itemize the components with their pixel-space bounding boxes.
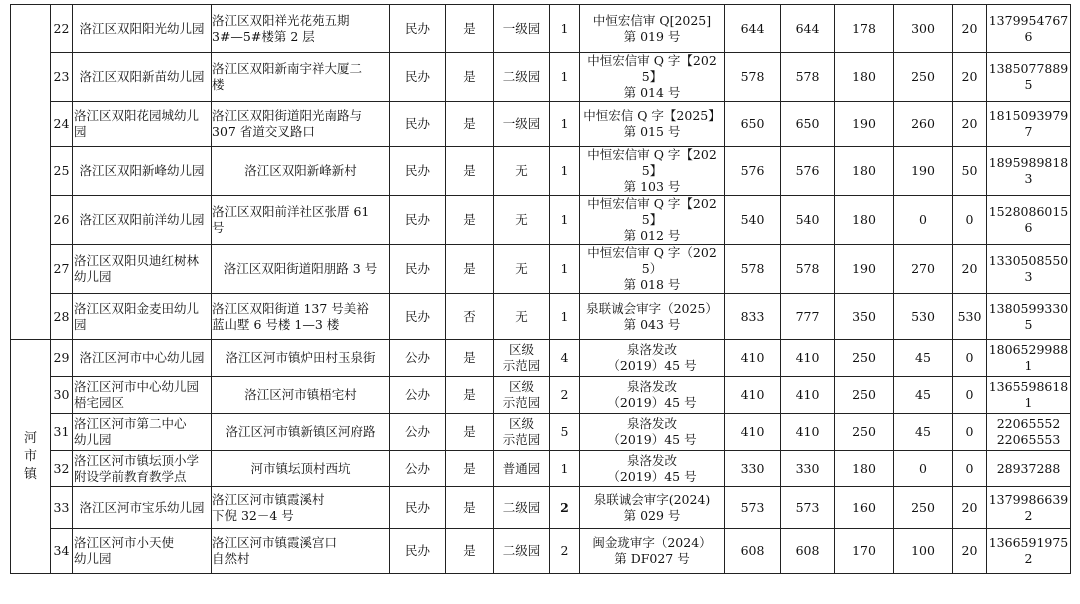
fee-e-cell: 50 [953,147,987,196]
fee-e-cell: 20 [953,5,987,53]
table-row [11,377,1071,414]
fee-d-cell: 530 [894,294,953,340]
kindergarten-name-cell: 洛江区双阳新苗幼儿园 [73,53,212,102]
phone-cell: 13665919752 [987,529,1071,574]
fee-b-cell: 540 [781,196,835,245]
address-cell: 洛江区双阳街道阳光南路与 307 省道交叉路口 [212,102,390,147]
kindergarten-name-cell: 洛江区双阳花园城幼儿 园 [73,102,212,147]
flag-cell: 是 [446,147,494,196]
approval-document-cell: 泉洛发改 （2019）45 号 [580,414,725,451]
phone-cell: 18150939797 [987,102,1071,147]
phone-cell: 13799547676 [987,5,1071,53]
table-row [11,245,1071,294]
fee-b-cell: 410 [781,340,835,377]
approval-document-cell: 中恒宏信 Q 字【2025】 第 015 号 [580,102,725,147]
fee-d-cell: 300 [894,5,953,53]
address-cell: 洛江区双阳前洋社区张厝 61 号 [212,196,390,245]
approval-document-cell: 闽金珑审字（2024） 第 DF027 号 [580,529,725,574]
fee-a-cell: 410 [725,377,781,414]
table-row [11,5,1071,53]
school-type-cell: 民办 [390,147,446,196]
phone-cell: 28937288 [987,451,1071,487]
grade-level-cell: 二级园 [494,529,550,574]
row-number-cell: 31 [51,414,73,451]
flag-cell: 是 [446,529,494,574]
table-row [11,340,1071,377]
fee-d-cell: 45 [894,340,953,377]
fee-e-cell: 530 [953,294,987,340]
fee-c-cell: 170 [835,529,894,574]
school-type-cell: 民办 [390,196,446,245]
fee-b-cell: 608 [781,529,835,574]
kindergarten-name-cell: 洛江区双阳新峰幼儿园 [73,147,212,196]
kindergarten-name-cell: 洛江区河市宝乐幼儿园 [73,487,212,529]
fee-e-cell: 0 [953,451,987,487]
fee-d-cell: 0 [894,451,953,487]
flag-cell: 是 [446,487,494,529]
fee-b-cell: 777 [781,294,835,340]
table-row [11,102,1071,147]
town-cell: 河 市 镇 [11,340,51,574]
school-type-cell: 民办 [390,294,446,340]
address-cell: 洛江区双阳街道阳朋路 3 号 [212,245,390,294]
school-type-cell: 公办 [390,377,446,414]
fee-c-cell: 190 [835,102,894,147]
phone-cell: 22065552 22065553 [987,414,1071,451]
fee-a-cell: 410 [725,340,781,377]
fee-a-cell: 578 [725,245,781,294]
fee-a-cell: 650 [725,102,781,147]
grade-level-cell: 区级 示范园 [494,340,550,377]
kindergarten-name-cell: 洛江区河市中心幼儿园 [73,340,212,377]
table-row [11,53,1071,102]
grade-level-cell: 区级 示范园 [494,377,550,414]
fee-c-cell: 190 [835,245,894,294]
fee-a-cell: 330 [725,451,781,487]
kindergarten-name-cell: 洛江区河市第二中心 幼儿园 [73,414,212,451]
grade-level-cell: 一级园 [494,5,550,53]
school-type-cell: 民办 [390,5,446,53]
fee-d-cell: 270 [894,245,953,294]
table-row [11,529,1071,574]
row-number-cell: 28 [51,294,73,340]
kindergarten-name-cell: 洛江区双阳金麦田幼儿 园 [73,294,212,340]
kindergarten-name-cell: 洛江区双阳贝迪红树林 幼儿园 [73,245,212,294]
fee-b-cell: 578 [781,245,835,294]
class-count-cell: 1 [550,53,580,102]
approval-document-cell: 中恒宏信审 Q 字【2025】 第 012 号 [580,196,725,245]
kindergarten-table [10,4,1071,574]
flag-cell: 是 [446,340,494,377]
fee-b-cell: 410 [781,377,835,414]
approval-document-cell: 中恒宏信审 Q[2025] 第 019 号 [580,5,725,53]
fee-e-cell: 0 [953,377,987,414]
school-type-cell: 公办 [390,414,446,451]
fee-c-cell: 350 [835,294,894,340]
address-cell: 洛江区河市镇梧宅村 [212,377,390,414]
approval-document-cell: 泉洛发改 （2019）45 号 [580,340,725,377]
fee-a-cell: 578 [725,53,781,102]
kindergarten-name-cell: 洛江区双阳前洋幼儿园 [73,196,212,245]
approval-document-cell: 泉洛发改 （2019）45 号 [580,451,725,487]
class-count-cell: 4 [550,340,580,377]
grade-level-cell: 二级园 [494,487,550,529]
class-count-cell: 1 [550,294,580,340]
school-type-cell: 民办 [390,102,446,147]
grade-level-cell: 区级 示范园 [494,414,550,451]
class-count-cell: 2 [550,487,580,529]
fee-e-cell: 20 [953,487,987,529]
fee-c-cell: 180 [835,196,894,245]
row-number-cell: 25 [51,147,73,196]
table-row [11,414,1071,451]
fee-c-cell: 178 [835,5,894,53]
fee-e-cell: 20 [953,53,987,102]
grade-level-cell: 一级园 [494,102,550,147]
class-count-cell: 1 [550,147,580,196]
school-type-cell: 公办 [390,451,446,487]
row-number-cell: 24 [51,102,73,147]
kindergarten-name-cell: 洛江区双阳阳光幼儿园 [73,5,212,53]
table-row [11,196,1071,245]
class-count-cell: 1 [550,196,580,245]
table-row [11,451,1071,487]
flag-cell: 是 [446,414,494,451]
row-number-cell: 29 [51,340,73,377]
approval-document-cell: 中恒宏信审 Q 字【2025】 第 014 号 [580,53,725,102]
phone-cell: 13799866392 [987,487,1071,529]
phone-cell: 18065299881 [987,340,1071,377]
town-cell [11,5,51,340]
fee-e-cell: 20 [953,529,987,574]
address-cell: 洛江区双阳街道 137 号美裕 蓝山墅 6 号楼 1—3 楼 [212,294,390,340]
kindergarten-name-cell: 洛江区河市镇坛顶小学 附设学前教育教学点 [73,451,212,487]
class-count-cell: 1 [550,245,580,294]
fee-c-cell: 250 [835,414,894,451]
row-number-cell: 23 [51,53,73,102]
row-number-cell: 32 [51,451,73,487]
fee-d-cell: 250 [894,53,953,102]
table-row [11,147,1071,196]
grade-level-cell: 无 [494,294,550,340]
class-count-cell: 2 [550,377,580,414]
phone-cell: 13305085503 [987,245,1071,294]
fee-c-cell: 180 [835,53,894,102]
table-row [11,294,1071,340]
fee-b-cell: 573 [781,487,835,529]
fee-b-cell: 644 [781,5,835,53]
grade-level-cell: 普通园 [494,451,550,487]
approval-document-cell: 中恒宏信审 Q 字【2025】 第 103 号 [580,147,725,196]
fee-e-cell: 0 [953,196,987,245]
fee-table-page [10,4,1071,574]
fee-e-cell: 0 [953,414,987,451]
class-count-cell: 1 [550,5,580,53]
row-number-cell: 34 [51,529,73,574]
phone-cell: 18959898183 [987,147,1071,196]
flag-cell: 是 [446,451,494,487]
kindergarten-name-cell: 洛江区河市小天使 幼儿园 [73,529,212,574]
fee-d-cell: 45 [894,377,953,414]
fee-e-cell: 20 [953,102,987,147]
phone-cell: 13805993305 [987,294,1071,340]
class-count-cell: 1 [550,102,580,147]
approval-document-cell: 泉洛发改 （2019）45 号 [580,377,725,414]
fee-c-cell: 250 [835,377,894,414]
phone-cell: 13850778895 [987,53,1071,102]
address-cell: 洛江区双阳新峰新村 [212,147,390,196]
flag-cell: 是 [446,377,494,414]
kindergarten-name-cell: 洛江区河市中心幼儿园 梧宅园区 [73,377,212,414]
row-number-cell: 27 [51,245,73,294]
class-count-cell: 1 [550,451,580,487]
fee-b-cell: 330 [781,451,835,487]
class-count-cell: 2 [550,529,580,574]
school-type-cell: 民办 [390,529,446,574]
fee-a-cell: 576 [725,147,781,196]
fee-e-cell: 0 [953,340,987,377]
fee-a-cell: 573 [725,487,781,529]
row-number-cell: 26 [51,196,73,245]
fee-b-cell: 650 [781,102,835,147]
school-type-cell: 公办 [390,340,446,377]
phone-cell: 15280860156 [987,196,1071,245]
fee-d-cell: 45 [894,414,953,451]
address-cell: 洛江区双阳新南宇祥大厦二 楼 [212,53,390,102]
table-row [11,487,1071,529]
grade-level-cell: 二级园 [494,53,550,102]
approval-document-cell: 泉联诚会审字(2024) 第 029 号 [580,487,725,529]
fee-d-cell: 250 [894,487,953,529]
row-number-cell: 30 [51,377,73,414]
fee-c-cell: 180 [835,451,894,487]
fee-a-cell: 644 [725,5,781,53]
grade-level-cell: 无 [494,147,550,196]
address-cell: 洛江区河市镇霞溪村 下倪 32－4 号 [212,487,390,529]
address-cell: 洛江区河市镇炉田村玉泉街 [212,340,390,377]
fee-b-cell: 576 [781,147,835,196]
fee-d-cell: 260 [894,102,953,147]
address-cell: 洛江区双阳祥光花苑五期 3#—5#楼第 2 层 [212,5,390,53]
approval-document-cell: 泉联诚会审字（2025） 第 043 号 [580,294,725,340]
address-cell: 河市镇坛顶村西坑 [212,451,390,487]
school-type-cell: 民办 [390,487,446,529]
flag-cell: 是 [446,5,494,53]
grade-level-cell: 无 [494,196,550,245]
school-type-cell: 民办 [390,53,446,102]
fee-d-cell: 100 [894,529,953,574]
fee-d-cell: 0 [894,196,953,245]
flag-cell: 是 [446,53,494,102]
flag-cell: 是 [446,102,494,147]
fee-b-cell: 410 [781,414,835,451]
fee-a-cell: 540 [725,196,781,245]
flag-cell: 是 [446,245,494,294]
flag-cell: 是 [446,196,494,245]
class-count-cell: 5 [550,414,580,451]
approval-document-cell: 中恒宏信审 Q 字（2025） 第 018 号 [580,245,725,294]
fee-c-cell: 160 [835,487,894,529]
fee-c-cell: 250 [835,340,894,377]
fee-a-cell: 608 [725,529,781,574]
fee-a-cell: 410 [725,414,781,451]
phone-cell: 13655986181 [987,377,1071,414]
row-number-cell: 33 [51,487,73,529]
fee-d-cell: 190 [894,147,953,196]
fee-c-cell: 180 [835,147,894,196]
fee-e-cell: 20 [953,245,987,294]
school-type-cell: 民办 [390,245,446,294]
fee-b-cell: 578 [781,53,835,102]
address-cell: 洛江区河市镇霞溪宫口 自然村 [212,529,390,574]
row-number-cell: 22 [51,5,73,53]
flag-cell: 否 [446,294,494,340]
address-cell: 洛江区河市镇新镇区河府路 [212,414,390,451]
grade-level-cell: 无 [494,245,550,294]
fee-a-cell: 833 [725,294,781,340]
